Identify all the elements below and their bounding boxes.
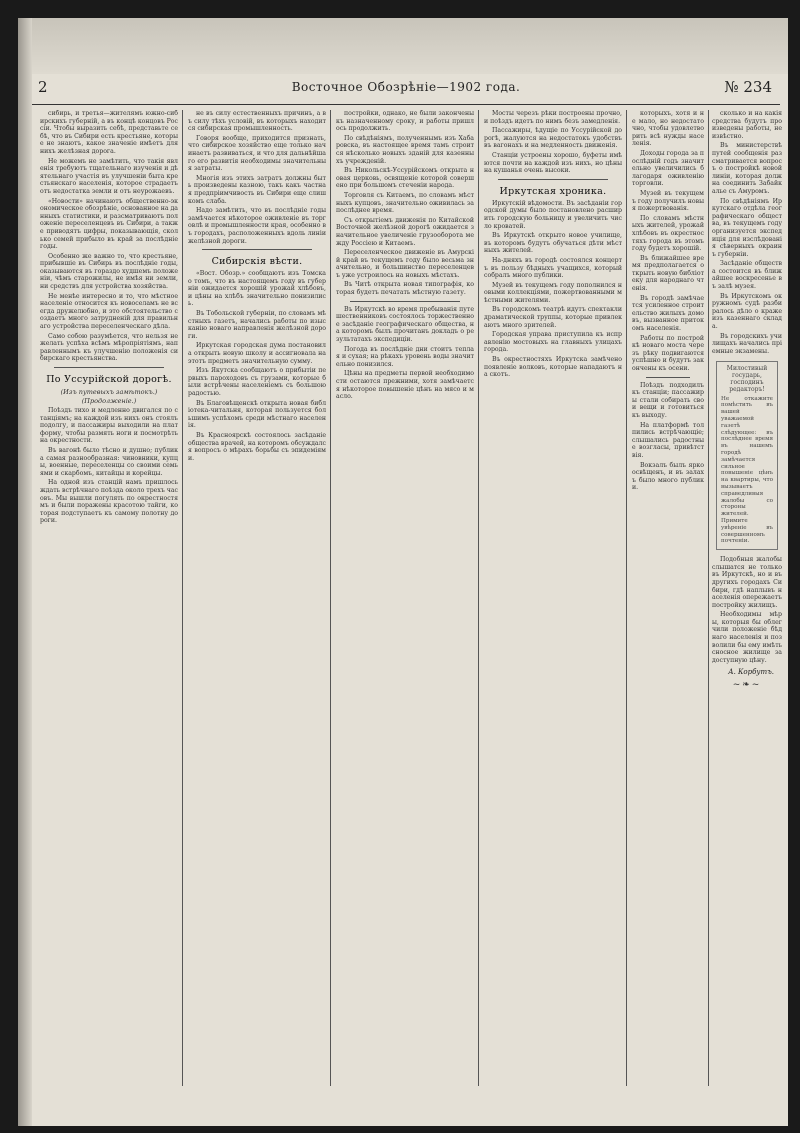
paragraph: Въ вагонѣ было тѣсно и душно; публика самая разнообразная: чиновники, купцы, военные, переселенцы со своими семьями и скарбомъ, китайцы и корейцы. [40, 446, 178, 477]
paragraph: Съ открытіемъ движенія по Китайской Восточной желѣзной дорогѣ ожидается значительное увеличеніе грузооборота между Россіею и Китаемъ. [336, 216, 474, 247]
letter-salutation: Милостивый государь, господинъ редакторъ! [726, 365, 768, 393]
paragraph: Цѣны на предметы первой необходимости остаются прежними, хотя замѣчается нѣкоторое повышеніе цѣнъ на мясо и масло. [336, 370, 474, 401]
paragraph: Въ окрестностяхъ Иркутска замѣчено появленіе волковъ, которые нападаютъ на скотъ. [484, 356, 622, 379]
newspaper-page [18, 18, 788, 1126]
paragraph: На одной изъ станцій намъ пришлось ждать встрѣчнаго поѣзда около трехъ часовъ. Мы вышли погулять по окрестностямъ и были поражены красотою тайги, которая подступаетъ къ самому полотну дороги. [40, 479, 178, 525]
paragraph: Надо замѣтить, что въ послѣдніе годы замѣчается нѣкоторое оживленіе въ торговлѣ и промышленности края, особенно въ городахъ, расположенныхъ вдоль линіи желѣзной дороги. [188, 207, 326, 245]
paragraph: Въ Красноярскѣ состоялось засѣданіе общества врачей, на которомъ обсуждался вопросъ о мѣрахъ борьбы съ эпидеміями. [188, 431, 326, 462]
end-flourish-ornament: ~❧~ [732, 680, 762, 691]
section-divider [498, 179, 608, 180]
column-4 [484, 110, 622, 1110]
top-margin [32, 18, 788, 74]
column-2 [188, 110, 326, 1110]
paragraph: Станціи устроены хорошо, буфеты имѣются почти на каждой изъ нихъ, но цѣны на кушанья очень высоки. [484, 151, 622, 175]
paragraph: сибирь, и третья—жителямъ южно-сибирскихъ губерній, а въ концѣ концовъ Россіи. Чтобы выразить себѣ, представьте себѣ, что въ Сибири есть крестьяне, которые не знаютъ, какое значеніе имѣетъ для нихъ желѣзная дорога. [40, 110, 178, 155]
page-header [32, 76, 780, 105]
letter-to-editor [716, 361, 778, 550]
paragraph: Иркутскій вѣдомости. Въ засѣданіи городской думы было постановлено расширить городскую больницу и увеличить число кроватей. [484, 199, 622, 230]
paragraph: Въ городскихъ училищахъ начались пріемные экзамены. [712, 332, 782, 355]
column-1 [40, 110, 178, 1110]
column-rule [626, 110, 627, 1086]
article-heading: Сибирскія вѣсти. [211, 256, 303, 268]
column-5 [632, 110, 704, 1110]
column-rule [182, 110, 183, 1086]
page-spine-shadow [18, 18, 32, 1126]
paragraph: Не можемъ не замѣтить, что такія явленія требуютъ тщательнаго изученія и дѣятельнаго участія въ улучшеніи быта крестьянскаго населенія, которое страдаетъ отъ недостатка земли и отъ неурожаевъ. [40, 157, 178, 195]
paragraph: По свѣдѣніямъ Иркутскаго отдѣла географическаго общества, въ текущемъ году организуется экспедиція для изслѣдованія сѣверныхъ окраинъ губерніи. [712, 197, 782, 258]
paragraph: Поѣздъ тихо и медленно двигался по станціямъ; на каждой изъ нихъ онъ стоялъ подолгу, и пассажиры выходили на платформу, чтобы размять ноги и посмотрѣть на окрестности. [40, 407, 178, 445]
page-number: 2 [38, 78, 48, 96]
paragraph: Иркутская городская дума постановила открыть новую школу и ассигновала на этотъ предметъ значительную сумму. [188, 342, 326, 365]
newspaper-title: Восточное Обозрѣніе—1902 года. [291, 80, 521, 94]
paragraph: сколько и на какія средства будутъ произведены работы, неизвѣстно. [712, 110, 782, 140]
paragraph: Само собою разумѣется, что нельзя не желать успѣха всѣмъ мѣропріятіямъ, направленнымъ къ улучшенію положенія сибирскаго крестьянства. [40, 332, 178, 363]
paragraph: Подобныя жалобы слышатся не только въ Иркутскѣ, но и въ другихъ городахъ Сибири, гдѣ наплывъ населенія опережаетъ постройку жилищъ. [712, 556, 782, 609]
paragraph: Въ министерствѣ путей сообщенія разсматривается вопросъ о постройкѣ новой линіи, которая должна соединить Забайкалье съ Амуромъ. [712, 142, 782, 195]
paragraph: которыхъ, хотя и не мало, но недостаточно, чтобы удовлетворить всѣ нужды населенія. [632, 110, 704, 148]
paragraph: На платформѣ толпились встрѣчающіе; слышались радостные возгласы, привѣтствія. [632, 421, 704, 459]
paragraph: Въ Благовѣщенскѣ открыта новая библіотека-читальня, которая пользуется большимъ успѣхомъ среди мѣстнаго населенія. [188, 399, 326, 430]
paragraph: Засѣданіе общества состоится въ ближайшее воскресенье въ залѣ музея. [712, 260, 782, 291]
paragraph: Торговля съ Китаемъ, по словамъ мѣстныхъ купцовъ, значительно оживилась за послѣднее время. [336, 191, 474, 215]
paragraph: Въ Иркутскѣ во время пребыванія путешественниковъ состоялось торжественное засѣданіе географическаго общества, на которомъ былъ прочитанъ докладъ о результатахъ экспедиціи. [336, 305, 474, 344]
paragraph: Въ Тобольской губерніи, по словамъ мѣстныхъ газетъ, начались работы по изысканію новаго направленія желѣзной дороги. [188, 310, 326, 340]
paragraph: «Вост. Обозр.» сообщаютъ изъ Томска о томъ, что въ настоящемъ году въ губерніи ожидается хорошій урожай хлѣбовъ, и цѣны на хлѣбъ значительно понизились. [188, 270, 326, 308]
paragraph: Въ ближайшее время предполагается открыть новую библіотеку для народнаго чтенія. [632, 254, 704, 293]
paragraph: Необходимы мѣры, которыя бы облегчили положеніе бѣднаго населенія и позволили бы ему имѣть сносное жилище за доступную цѣну. [712, 611, 782, 664]
paragraph: Переселенческое движеніе въ Амурскій край въ текущемъ году было весьма значительно, и большинство переселенцевъ уже устроилось на новыхъ мѣстахъ. [336, 249, 474, 279]
paragraph: Въ Читѣ открыта новая типографія, которая будетъ печатать мѣстную газету. [336, 281, 474, 297]
article-heading: По Уссурійской дорогѣ. [46, 374, 172, 385]
paragraph: Мосты черезъ рѣки построены прочно, и поѣздъ идетъ по нимъ безъ замедленія. [484, 110, 622, 125]
section-divider [54, 367, 164, 368]
letter-body: Не откажите помѣстить въ вашей уважаемой газетѣ слѣдующее: въ послѣднее время въ нашемъ городѣ замѣчается сильное повышеніе цѣнъ на квартиры, что вызываетъ справедливыя жалобы со стороны жителей. Примите увѣреніе въ совершенномъ почтеніи. [721, 395, 773, 545]
paragraph: не въ силу естественныхъ причинъ, а въ силу тѣхъ условій, въ которыхъ находится сибирская промышленность. [188, 110, 326, 133]
paragraph: Вокзалъ былъ ярко освѣщенъ, и въ залахъ было много публики. [632, 461, 704, 492]
paragraph: На-дняхъ въ городѣ состоялся концертъ въ пользу бѣдныхъ учащихся, который собралъ много публики. [484, 256, 622, 280]
paragraph: Музей въ текущемъ году получилъ новыя пожертвованія. [632, 189, 704, 213]
paragraph: По словамъ мѣстныхъ жителей, урожай хлѣбовъ въ окрестностяхъ города въ этомъ году будетъ хорошій. [632, 214, 704, 253]
section-divider [202, 249, 312, 250]
paragraph: Доходы города за послѣдній годъ значительно увеличились благодаря оживленію торговли. [632, 149, 704, 188]
paragraph: По свѣдѣніямъ, полученнымъ изъ Хабаровска, въ настоящее время тамъ строится нѣсколько новыхъ зданій для казенныхъ учрежденій. [336, 134, 474, 165]
article-heading: Иркутская хроника. [499, 185, 607, 197]
paragraph: Въ Иркутскѣ открыто новое училище, въ которомъ будутъ обучаться дѣти мѣстныхъ жителей. [484, 232, 622, 255]
paragraph: Въ Иркутскомъ окружномъ судѣ разбиралось дѣло о краже изъ казеннаго склада. [712, 292, 782, 331]
section-divider [646, 377, 690, 378]
author-signature: А. Корбутъ. [728, 668, 774, 677]
paragraph: Многія изъ этихъ затратъ должны быть произведены казною, такъ какъ частная предпріимчивость въ Сибири еще слишкомъ слаба. [188, 174, 326, 205]
section-divider [350, 301, 460, 302]
column-rule [478, 110, 479, 1086]
paragraph: Изъ Якутска сообщаютъ о прибытіи первыхъ пароходовъ съ грузами, которые были встрѣчены населеніемъ съ большою радостью. [188, 367, 326, 397]
paragraph: Особенно же важно то, что крестьяне, прибывшіе въ Сибирь въ послѣдніе годы, оказываются въ гораздо худшемъ положеніи, чѣмъ старожилы, не имѣя ни земли, ни средствъ для устройства хозяйства. [40, 252, 178, 291]
article-subheading: (Изъ путевыхъ замѣтокъ.) [60, 388, 158, 396]
column-6 [712, 110, 782, 1110]
paragraph: Погода въ послѣдніе дни стоитъ теплая и сухая; на рѣкахъ уровень воды значительно понизился. [336, 345, 474, 368]
paragraph: Музей въ текущемъ году пополнился новыми коллекціями, пожертвованными мѣстными жителями. [484, 281, 622, 304]
paragraph: Въ Никольскѣ-Уссурійскомъ открыта новая церковь, освященіе которой совершено при большомъ стеченіи народа. [336, 167, 474, 190]
column-rule [330, 110, 331, 1086]
issue-number: № 234 [724, 78, 772, 96]
paragraph: Не менѣе интересно и то, что мѣстное населеніе относится къ новоселамъ не всегда дружелюбно, и это обстоятельство создаетъ много затрудненій для правильнаго устройства переселенческаго дѣла. [40, 292, 178, 331]
article-continuation-note: (Продолженіе.) [81, 397, 137, 405]
paragraph: постройки, однако, не были закончены къ назначенному сроку, и работы пришлось продолжить. [336, 110, 474, 133]
column-3 [336, 110, 474, 1110]
paragraph: Въ городѣ замѣчается усиленное строительство жилыхъ домовъ, вызванное притокомъ населенія. [632, 294, 704, 333]
paragraph: Работы по постройкѣ новаго моста черезъ рѣку подвигаются успѣшно и будутъ закончены къ осени. [632, 334, 704, 372]
paragraph: Поѣздъ подходилъ къ станціи; пассажиры стали собирать свои вещи и готовиться къ выходу. [632, 381, 704, 419]
paragraph: «Новости» начинаютъ общественно-экономическое обозрѣніе, основанное на данныхъ статистики, и разсматриваютъ положеніе переселенцевъ въ Сибири, а также приводятъ цифры, показывающія, сколько семей прибыло въ край за послѣдніе годы. [40, 197, 178, 251]
paragraph: Въ городскомъ театрѣ идутъ спектакли драматической труппы, которые привлекаютъ много зрителей. [484, 306, 622, 329]
column-rule [708, 110, 709, 1086]
paragraph: Говоря вообще, приходится признать, что сибирское хозяйство еще только начинаетъ развиваться, и что для дальнѣйшаго его развитія необходимы значительныя затраты. [188, 134, 326, 173]
paragraph: Городская управа приступила къ исправленію мостовыхъ на главныхъ улицахъ города. [484, 331, 622, 354]
paragraph: Пассажиры, ѣдущіе по Уссурійской дорогѣ, жалуются на недостатокъ удобствъ въ вагонахъ и на медленность движенія. [484, 127, 622, 150]
